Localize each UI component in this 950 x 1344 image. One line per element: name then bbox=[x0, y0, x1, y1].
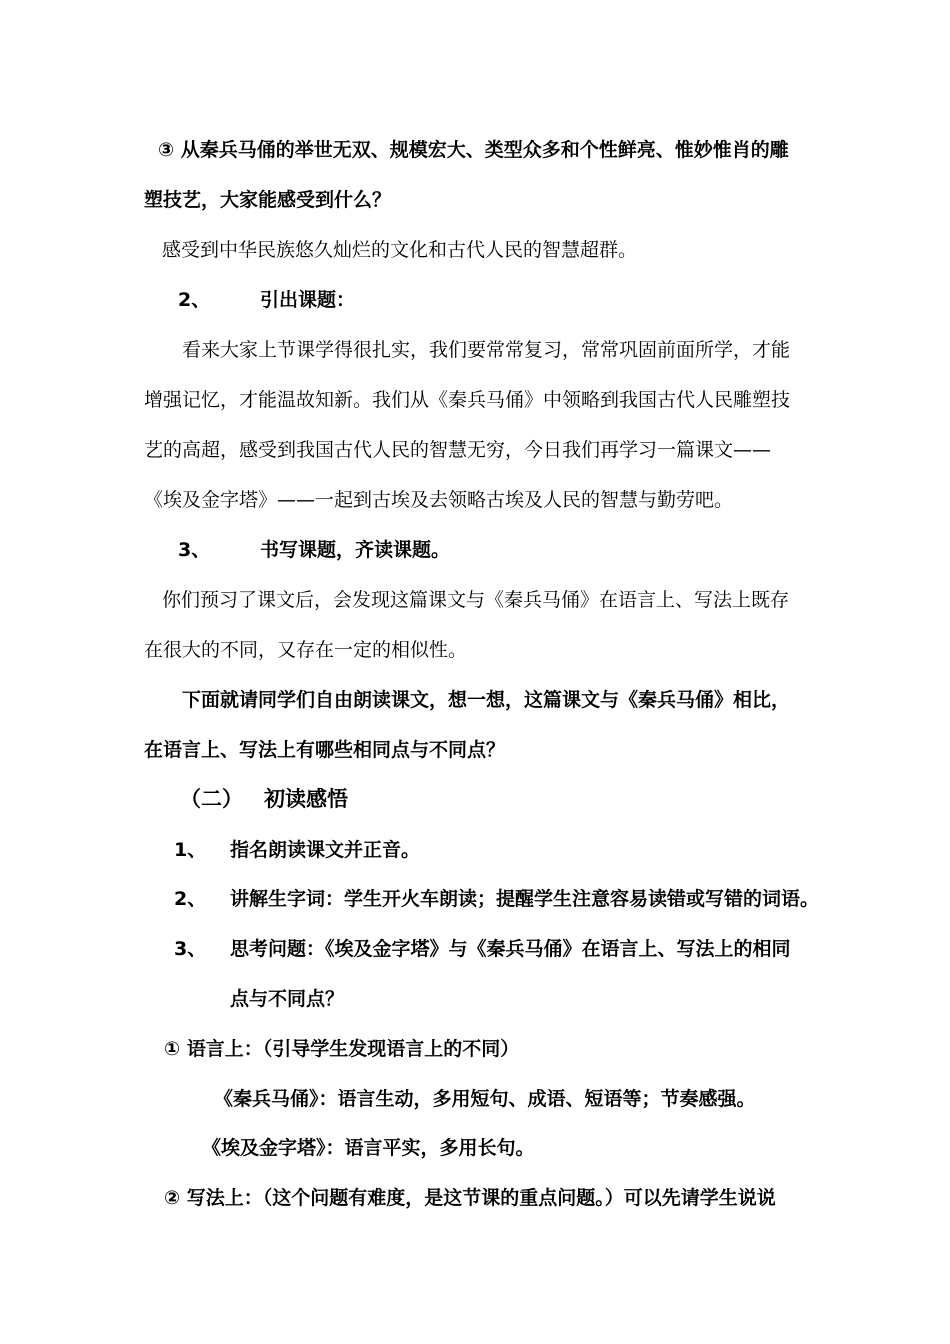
language-point: ① 语言上：（引导学生发现语言上的不同） bbox=[164, 1038, 520, 1060]
question-3-line-1: ③ 从秦兵马俑的举世无双、规模宏大、类型众多和个性鲜亮、惟妙惟肖的雕 bbox=[158, 139, 789, 161]
item-2-text: 讲解生字词：学生开火车朗读；提醒学生注意容易读错或写错的词语。 bbox=[230, 888, 820, 910]
preview-paragraph-line-1: 你们预习了课文后，会发现这篇课文与《秦兵马俑》在语言上、写法上既存 bbox=[162, 589, 790, 611]
section-2-title: 初读感悟 bbox=[264, 787, 348, 811]
item-2 bbox=[174, 886, 819, 912]
pyramid-language-note: 《埃及金字塔》：语言平实，多用长句。 bbox=[202, 1137, 535, 1159]
step-3-title: 书写课题，齐读课题。 bbox=[260, 539, 451, 561]
preview-paragraph-line-2: 在很大的不同，又存在一定的相似性。 bbox=[144, 639, 468, 661]
answer-line: 感受到中华民族悠久灿烂的文化和古代人民的智慧超群。 bbox=[162, 239, 638, 261]
item-3 bbox=[174, 936, 791, 962]
section-2-heading bbox=[180, 786, 348, 812]
intro-paragraph-line-1: 看来大家上节课学得很扎实，我们要常常复习，常常巩固前面所学，才能 bbox=[182, 339, 791, 361]
item-1-text: 指名朗读课文并正音。 bbox=[230, 839, 421, 861]
intro-paragraph-line-4: 《埃及金字塔》——一起到古埃及去领略古埃及人民的智慧与勤劳吧。 bbox=[144, 489, 734, 511]
writing-point: ② 写法上：（这个问题有难度，是这节课的重点问题。）可以先请学生说说 bbox=[164, 1187, 776, 1209]
question-3-line-2: 塑技艺，大家能感受到什么？ bbox=[144, 189, 392, 211]
step-2-title: 引出课题： bbox=[260, 289, 356, 311]
section-2-number: （二） bbox=[180, 787, 243, 811]
item-1-number: 1、 bbox=[174, 839, 207, 861]
item-2-number: 2、 bbox=[174, 888, 207, 910]
item-3-text: 思考问题：《埃及金字塔》与《秦兵马俑》在语言上、写法上的相同 bbox=[230, 938, 791, 960]
qinbing-language-note: 《秦兵马俑》：语言生动，多用短句、成语、短语等；节奏感强。 bbox=[214, 1088, 756, 1110]
task-paragraph-line-1: 下面就请同学们自由朗读课文，想一想，这篇课文与《秦兵马俑》相比， bbox=[182, 689, 791, 711]
step-3-number: 3、 bbox=[178, 539, 211, 561]
item-3-number: 3、 bbox=[174, 938, 207, 960]
step-2-number: 2、 bbox=[178, 289, 211, 311]
item-3-continuation: 点与不同点？ bbox=[230, 988, 345, 1010]
intro-paragraph-line-3: 艺的高超，感受到我国古代人民的智慧无穷，今日我们再学习一篇课文—— bbox=[144, 439, 772, 461]
intro-paragraph-line-2: 增强记忆，才能温故知新。我们从《秦兵马俑》中领略到我国古代人民雕塑技 bbox=[144, 389, 791, 411]
task-paragraph-line-2: 在语言上、写法上有哪些相同点与不同点？ bbox=[144, 739, 506, 761]
step-2-heading bbox=[178, 287, 355, 313]
item-1 bbox=[174, 837, 420, 863]
step-3-heading bbox=[178, 537, 450, 563]
